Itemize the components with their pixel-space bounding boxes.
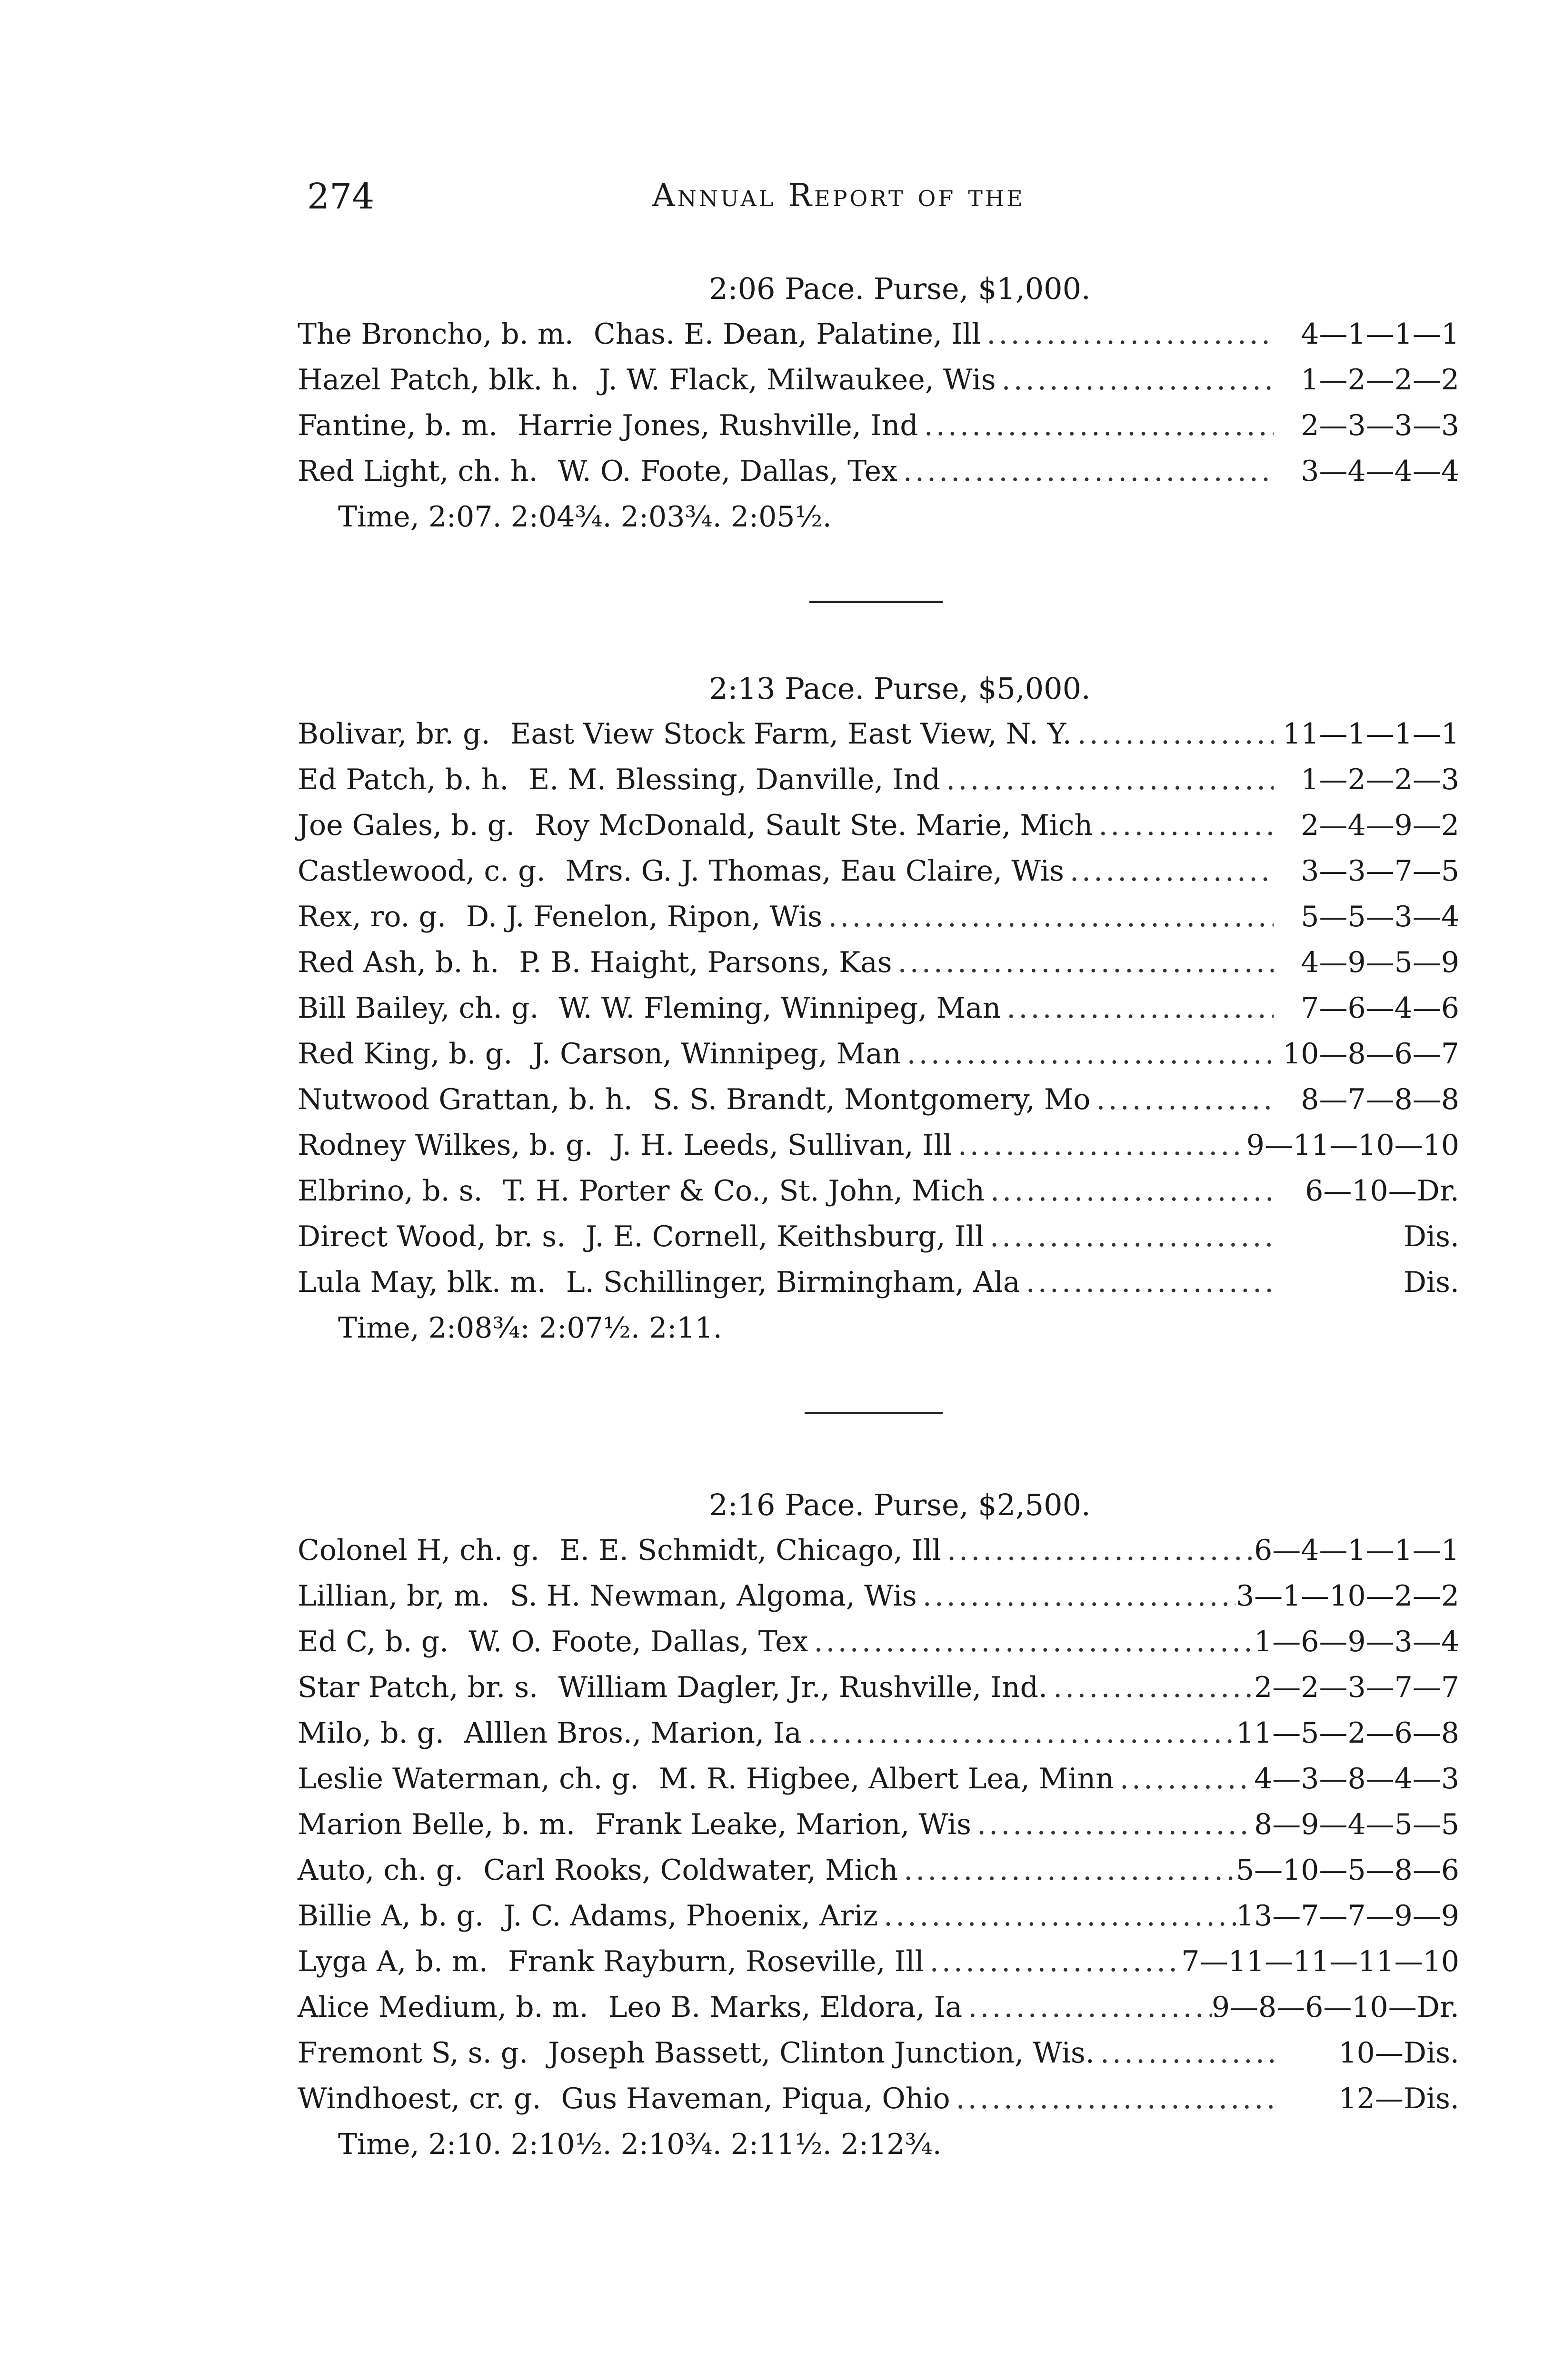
race-entry	[298, 1077, 1459, 1122]
owner-name: E. E. Schmidt, Chicago, Ill	[559, 1534, 941, 1567]
owner-name: East View Stock Farm, East View, N. Y.	[510, 717, 1072, 751]
race-entry	[298, 1214, 1459, 1259]
owner-name: J. W. Flack, Milwaukee, Wis	[599, 363, 996, 397]
heat-results: 12—Dis.	[1338, 2082, 1459, 2115]
race-entry	[298, 311, 1459, 357]
heat-results: 11—5—2—6—8	[1235, 1716, 1459, 1750]
horse-name: Hazel Patch, blk. h.	[298, 363, 579, 397]
horse-name: Elbrino, b. s.	[298, 1174, 483, 1208]
dot-leader	[1095, 2030, 1274, 2076]
dot-leader	[802, 1710, 1236, 1756]
race-entry	[298, 1984, 1459, 2030]
owner-name: L. Schillinger, Birmingham, Ala	[566, 1266, 1020, 1299]
race-entry	[298, 1802, 1459, 1847]
owner-name: W. O. Foote, Dallas, Tex	[468, 1625, 808, 1658]
race-entry	[298, 448, 1459, 494]
dot-leader	[918, 403, 1274, 448]
horse-name: Bolivar, br. g.	[298, 717, 490, 751]
dot-leader	[1047, 1665, 1254, 1710]
horse-name: Castlewood, c. g.	[298, 854, 546, 888]
race-time: Time, 2:10. 2:10½. 2:10¾. 2:11½. 2:12¾.	[338, 2128, 942, 2161]
horse-name: Fremont S, s. g.	[298, 2036, 528, 2070]
horse-name: Bill Bailey, ch. g.	[298, 992, 539, 1025]
horse-name: Marion Belle, b. m.	[298, 1808, 576, 1841]
owner-name: J. C. Adams, Phoenix, Ariz	[503, 1899, 878, 1933]
dot-leader	[985, 1168, 1274, 1214]
race-entry	[298, 1573, 1459, 1619]
page-header	[0, 176, 1554, 228]
heat-results: 11—1—1—1	[1283, 717, 1459, 751]
horse-name: Milo, b. g.	[298, 1716, 445, 1750]
owner-name: William Dagler, Jr., Rushville, Ind.	[558, 1671, 1048, 1704]
heat-results: Dis.	[1403, 1220, 1459, 1253]
race-entry	[298, 985, 1459, 1031]
horse-name: Colonel H, ch. g.	[298, 1534, 540, 1567]
owner-name: M. R. Higbee, Albert Lea, Minn	[658, 1762, 1114, 1795]
heat-results: 7—11—11—11—10	[1181, 1945, 1459, 1978]
race-section	[298, 1483, 1459, 2167]
horse-name: Ed Patch, b. h.	[298, 763, 509, 796]
race-entry	[298, 1665, 1459, 1710]
owner-name: Joseph Bassett, Clinton Junction, Wis.	[548, 2036, 1095, 2070]
heat-results: 8—9—4—5—5	[1254, 1808, 1459, 1841]
horse-name: Star Patch, br. s.	[298, 1671, 538, 1704]
heat-results: 4—1—1—1	[1301, 317, 1459, 351]
dot-leader	[984, 1214, 1274, 1259]
owner-name: E. M. Blessing, Danville, Ind	[528, 763, 941, 796]
race-section	[298, 666, 1459, 1351]
horse-name: Red King, b. g.	[298, 1037, 513, 1071]
heat-results: 13—7—7—9—9	[1235, 1899, 1459, 1933]
horse-name: Ed C, b. g.	[298, 1625, 449, 1658]
horse-name: Red Ash, b. h.	[298, 946, 499, 979]
heat-results: 3—1—10—2—2	[1235, 1579, 1459, 1613]
owner-name: Mrs. G. J. Thomas, Eau Claire, Wis	[565, 854, 1064, 888]
heat-results: 4—9—5—9	[1301, 946, 1459, 979]
race-entry	[298, 403, 1459, 448]
horse-name: Fantine, b. m.	[298, 409, 498, 442]
dot-leader	[1064, 848, 1274, 894]
race-title: 2:06 Pace. Purse, $1,000.	[709, 271, 1091, 306]
heat-results: 5—10—5—8—6	[1235, 1854, 1459, 1887]
race-entry	[298, 711, 1459, 757]
owner-name: J. H. Leeds, Sullivan, Ill	[613, 1129, 952, 1162]
heat-results: 7—6—4—6	[1301, 992, 1459, 1025]
owner-name: P. B. Haight, Parsons, Kas	[519, 946, 892, 979]
heat-results: 2—4—9—2	[1301, 809, 1459, 842]
race-entry	[298, 1619, 1459, 1665]
heat-results: 9—11—10—10	[1246, 1129, 1459, 1162]
horse-name: Rodney Wilkes, b. g.	[298, 1129, 593, 1162]
horse-name: Alice Medium, b. m.	[298, 1991, 588, 2024]
dot-leader	[1072, 711, 1274, 757]
race-entry	[298, 1939, 1459, 1984]
race-entry	[298, 1031, 1459, 1077]
race-time: Time, 2:07. 2:04¾. 2:03¾. 2:05½.	[338, 500, 832, 534]
race-entry	[298, 803, 1459, 848]
dot-leader	[1090, 1077, 1274, 1122]
dot-leader	[1093, 803, 1274, 848]
dot-leader	[1020, 1259, 1274, 1305]
race-entry	[298, 848, 1459, 894]
race-entry	[298, 2030, 1459, 2076]
dot-leader	[971, 1802, 1254, 1847]
horse-name: Direct Wood, br. s.	[298, 1220, 566, 1253]
race-section	[298, 267, 1459, 540]
heat-results: 6—4—1—1—1	[1254, 1534, 1459, 1567]
race-entry	[298, 1527, 1459, 1573]
heat-results: 1—6—9—3—4	[1254, 1625, 1459, 1658]
heat-results: 5—5—3—4	[1301, 900, 1459, 933]
race-entry	[298, 1710, 1459, 1756]
horse-name: Red Light, ch. h.	[298, 455, 538, 488]
owner-name: Leo B. Marks, Eldora, Ia	[608, 1991, 963, 2024]
horse-name: The Broncho, b. m.	[298, 317, 574, 351]
owner-name: Frank Leake, Marion, Wis	[595, 1808, 971, 1841]
heat-results: 10—8—6—7	[1283, 1037, 1459, 1071]
horse-name: Lillian, br, m.	[298, 1579, 490, 1613]
race-entry	[298, 1259, 1459, 1305]
heat-results: 4—3—8—4—3	[1254, 1762, 1459, 1795]
owner-name: T. H. Porter & Co., St. John, Mich	[502, 1174, 985, 1208]
heat-results: 9—8—6—10—Dr.	[1211, 1991, 1459, 2024]
dot-leader	[878, 1893, 1236, 1939]
dot-leader	[1001, 985, 1274, 1031]
owner-name: W. W. Fleming, Winnipeg, Man	[558, 992, 1001, 1025]
running-title: Annual Report of the	[652, 177, 1025, 214]
dot-leader	[924, 1939, 1182, 1984]
race-entry	[298, 1893, 1459, 1939]
race-entry	[298, 1847, 1459, 1893]
owner-name: J. E. Cornell, Keithsburg, Ill	[586, 1220, 984, 1253]
dot-leader	[917, 1573, 1236, 1619]
race-time: Time, 2:08¾: 2:07½. 2:11.	[338, 1311, 722, 1345]
dot-leader	[962, 1984, 1212, 2030]
race-title: 2:16 Pace. Purse, $2,500.	[709, 1488, 1091, 1522]
heat-results: 1—2—2—2	[1301, 363, 1459, 397]
race-entry	[298, 894, 1459, 940]
race-entry	[298, 2076, 1459, 2122]
horse-name: Lyga A, b. m.	[298, 1945, 488, 1978]
owner-name: Frank Rayburn, Roseville, Ill	[508, 1945, 924, 1978]
owner-name: Harrie Jones, Rushville, Ind	[518, 409, 918, 442]
race-entry	[298, 357, 1459, 403]
owner-name: J. Carson, Winnipeg, Man	[532, 1037, 901, 1071]
race-entry	[298, 1756, 1459, 1802]
heat-results: 3—3—7—5	[1301, 854, 1459, 888]
owner-name: S. H. Newman, Algoma, Wis	[509, 1579, 917, 1613]
dot-leader	[897, 448, 1274, 494]
horse-name: Rex, ro. g.	[298, 900, 447, 933]
dot-leader	[952, 1122, 1246, 1168]
horse-name: Windhoest, cr. g.	[298, 2082, 541, 2115]
race-entry	[298, 1168, 1459, 1214]
race-entry	[298, 940, 1459, 985]
dot-leader	[996, 357, 1274, 403]
dot-leader	[901, 1031, 1274, 1077]
dot-leader	[822, 894, 1274, 940]
horse-name: Nutwood Grattan, b. h.	[298, 1083, 633, 1116]
dot-leader	[950, 2076, 1274, 2122]
dot-leader	[1114, 1756, 1254, 1802]
owner-name: D. J. Fenelon, Ripon, Wis	[466, 900, 823, 933]
heat-results: 1—2—2—3	[1301, 763, 1459, 796]
heat-results: 6—10—Dr.	[1305, 1174, 1459, 1208]
page-number: 274	[307, 176, 375, 217]
dot-leader	[940, 757, 1274, 803]
horse-name: Lula May, blk. m.	[298, 1266, 546, 1299]
dot-leader	[898, 1847, 1236, 1893]
dot-leader	[892, 940, 1274, 985]
race-title: 2:13 Pace. Purse, $5,000.	[709, 671, 1091, 706]
horse-name: Billie A, b. g.	[298, 1899, 484, 1933]
section-divider	[805, 1412, 943, 1414]
horse-name: Joe Gales, b. g.	[298, 809, 515, 842]
horse-name: Auto, ch. g.	[298, 1854, 464, 1887]
heat-results: Dis.	[1403, 1266, 1459, 1299]
owner-name: Gus Haveman, Piqua, Ohio	[561, 2082, 950, 2115]
owner-name: W. O. Foote, Dallas, Tex	[558, 455, 897, 488]
heat-results: 2—3—3—3	[1301, 409, 1459, 442]
owner-name: Carl Rooks, Coldwater, Mich	[483, 1854, 898, 1887]
heat-results: 8—7—8—8	[1301, 1083, 1459, 1116]
heat-results: 10—Dis.	[1338, 2036, 1459, 2070]
owner-name: Chas. E. Dean, Palatine, Ill	[593, 317, 981, 351]
owner-name: S. S. Brandt, Montgomery, Mo	[652, 1083, 1091, 1116]
race-entry	[298, 1122, 1459, 1168]
horse-name: Leslie Waterman, ch. g.	[298, 1762, 639, 1795]
owner-name: Alllen Bros., Marion, Ia	[464, 1716, 802, 1750]
section-divider	[809, 601, 943, 603]
owner-name: Roy McDonald, Sault Ste. Marie, Mich	[535, 809, 1093, 842]
heat-results: 3—4—4—4	[1301, 455, 1459, 488]
heat-results: 2—2—3—7—7	[1254, 1671, 1459, 1704]
race-entry	[298, 757, 1459, 803]
dot-leader	[808, 1619, 1254, 1665]
dot-leader	[981, 311, 1274, 357]
dot-leader	[941, 1527, 1254, 1573]
